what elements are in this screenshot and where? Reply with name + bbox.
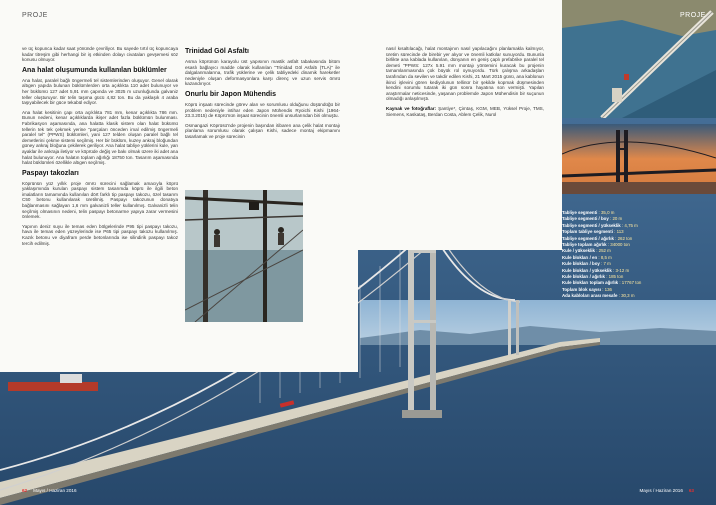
stat-value: : 136 [602, 286, 612, 292]
stat-label: Tabliye segmenti / ağırlık [562, 235, 614, 241]
stat-value: : 4,75 m [621, 222, 638, 228]
right-footer [639, 488, 694, 493]
paragraph: Köprünün yüz yıllık proje ömrü sürecini sağlamak amacıyla köprü yaklaşımında kurulan paspayı sistem tasarımda köprü ile ilgili beton imalatların tamamında kullanılan dört farklı tip paspayı takozu, özel tasarım C50 betonu kullanılarak üretilmiş. Paspayı takozunun donatıya bağlanmasını sağlayan 1,6 mm galvanizli teller kullanılmış. Galvanizli telin seçilmiş olmasının nedeni, telin paspayı betonarme yapıya zarar vermesini önlemek. [22, 180, 178, 220]
stat-value: : 8,5 m [598, 254, 612, 260]
stat-value: : 30,3 m [618, 293, 635, 299]
stat-value: : 113 [614, 229, 624, 235]
stat-label: Kule blokları / yükseklik [562, 267, 612, 273]
stat-value: : 252 m [596, 248, 611, 254]
stat-value: : 34000 ton [607, 242, 630, 248]
sunset-bridge-photo [562, 124, 716, 194]
paragraph: Ana halat, paralel bağlı öngermeli tel sistemlerinden oluşuyor. Genel olarak altıgen yapıda bulunan büklümlerden orta açıklıkta 110 adet bulunuyor ve her büklümü 127 adet 5,91 mm çapında ve 3025 m uzunluğunda galvaniz teller oluşturuyor. Bir telin taşıma gücü 4,82 ton. Bu da yaklaşık 4 araba taşıyabilecek bir güce tekabül ediyor. [22, 77, 178, 106]
credits-text: Şantiye*, Çimtaş, KGM, MEB, Yüksel Proje, TMS, Siemens, Kaskataş, Berdan Costa, Ablem Çelik, Nurol [386, 105, 544, 117]
heading-engineer: Onurlu bir Japon Mühendis [185, 90, 276, 98]
stat-label: Tabliye segmenti / boy [562, 216, 609, 222]
intro-paragraph: ve üç kopunca kadar saat yönünde çevriliyor. Bu sayede tırtıl üç kopuncaya kadar titreşim gibi herhangi bir iş etkinden dolayı civataları gevşemesi söz konusu olmuyor. [22, 46, 178, 63]
credits-label: Kaynak ve fotoğraflar: [386, 105, 437, 111]
stat-value: : 17767 ton [619, 280, 642, 286]
paragraph: Ana halat kesitinin çapı orta açıklıkta 781 mm, kenar açıklıkta 786 mm. Bunun nedeni, kenar açıklıklarda ikişer adet fazla büklümün bulunması. Fabrikasyon aşamasında, ana halatta klasik sistem olan halat bükümü tellerin tek tek çekmek yerine "parçaları önceden imal edilmiş öngermeli paralel tel" (PPWS) büklümleri, yani 127 telden oluşan paralel bağlı tel demetlerini çekme sistemi seçilmiş. Her bir büklüm, kuzey ankraj bloğundan güney ankraj bloğuna çekilerek geriliyor. Ana halat tabliye yüklerini kule, yan ayaklar ile ankraja iletiyor ve köprüde değiş ve bakı olmak üzere iki adet ana halat bulunuyor. Ana halatın toplam ağırlığı 18750 ton. Tasarım aşamasında halat büklümleri özellikle altıgen seçilmiş. [22, 109, 178, 166]
stat-label: Kule blokları / boy [562, 261, 600, 267]
stat-value: : 3-12 m [613, 267, 630, 273]
stat-label: Tabliye segmenti / yükseklik [562, 222, 621, 228]
right-page-text-area [358, 0, 562, 250]
left-footer [22, 488, 77, 493]
paragraph: nasıl kısaltılacağı, halat montajının nasıl yapılacağını planlamakla kalmıyor, üretim sürecinde de birebir yer alıyor ve önemli katkılar sunuyordu. Bununla birlikte ana kablada kullanılan, dünyanın en geniş çaplı prefabrike paralel tel demeti "PPWS: 127x 5.91 mm montajı yöntemini kuracak bu projenin tamamlanmasında çok büyük rol oynuyordu. Türk çalışma arkadaşları tarafından da sevilen ve takdir edilen Kishi, 21 Mart 2015 günü, ana kablonun ikinci işlevini gören kediyolunun tellinür bir şekilde kopmak düşmesinden kendini sorumlu tutarak iki gün sonra hayatına son vermişti. Yapılan araştırmalar neticesinde, yaşanan problemde Japon Mühendisin bir suçunun olmadığı anlaşılmıştı. [386, 46, 544, 102]
stat-value: : 35,0 m [598, 210, 615, 215]
stat-label: Kule blokları / ağırlık [562, 274, 605, 280]
heading-bundles: Ana halat oluşumunda kullanılan büklümler [22, 66, 167, 74]
credits [386, 106, 544, 117]
stat-value: : 7 m [601, 261, 611, 267]
paragraph: Köprü inşaatı sürecinde görev alan ve sorumlusu olduğunu düşündüğü bir problem nedeniyle intihar eden Japon Mühendis Ryoichi Kishi (1964-23.3.2015) de Köprü'nün inşaat sürecinin önemli unsurlarından biri olmuştu. [185, 101, 340, 119]
heading-spacers: Paspayı takozları [22, 169, 79, 177]
issue-date-right: Mayıs / Haziran 2016 [639, 488, 683, 493]
issue-date-left: Mayıs / Haziran 2016 [33, 488, 77, 493]
stat-value: : 262 ton [615, 235, 633, 241]
text-column-1 [22, 46, 178, 250]
cable-workers-photo [185, 190, 303, 322]
stat-value: : 185 ton [606, 274, 624, 280]
stat-label: Kule / yükseklik [562, 248, 595, 254]
stat-label: Ada kabloları arası mesafe [562, 293, 618, 299]
bridge-stats-list [562, 210, 716, 300]
stat-label: Kule blokları / en [562, 254, 598, 260]
stat-label: Toplam tabliye segmenti [562, 229, 613, 235]
page-number-right: 63 [688, 488, 694, 493]
right-page [358, 0, 716, 505]
paragraph: Osmangazi Köprüsü'nde projenin başından itibaren ana çelik halat montajı planlama sorumlusu olarak çalışan Kishi, sadece montaj ekipmanını tasarlamak ve proje sürecinin [185, 122, 340, 139]
section-header: PROJE [22, 12, 48, 19]
stat-label: Tabliye toplam ağırlık [562, 242, 607, 248]
paragraph: Asma köprünün karayolu üst yapısının mastik asfalt tabakasında bitüm esaslı bağlayıcı madde olarak kullanılan "Trinidad Göl Asfaltı (TLA)" ile dalgalanmalarına, trafik yüklerine ve çelik tabliyedeki dinamik hareketler nedeniyle oluşan deformasyonlara karşı direnç ve uzun servis ömrü kazandırıyor. [185, 59, 340, 87]
stat-label: Kule blokları toplam ağırlık [562, 280, 619, 286]
heading-trinidad: Trinidad Göl Asfaltı [185, 48, 249, 55]
text-column-2 [185, 46, 340, 144]
stat-label: Tabliye segmenti [562, 210, 598, 215]
section-header-right: PROJE [680, 12, 706, 19]
stat-row [562, 293, 716, 299]
text-column-3 [386, 46, 544, 121]
page-number-left: 62 [22, 488, 28, 493]
stat-label: Toplam blok sayısı [562, 286, 601, 292]
stat-value: : 20 m [610, 216, 623, 222]
paragraph: Yapının deniz suyu ile temas eden bölgelerinde P95 tipi paspayı takozu, hava ile temas eden yüzeylerinde ise P65 tipi paspayı takozu kullanılmış. Kazık betonu ve diyafram perde betonlarında ise silindirik paspayı takoz tercih edilmiş. [22, 223, 178, 246]
